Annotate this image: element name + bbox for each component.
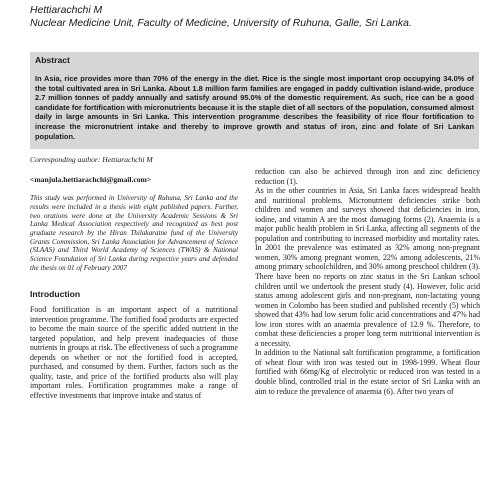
- paragraph-3: In addition to the National salt fortification programme, a fortification of wheat flour with iron was tested out in 1998-1999. Wheat flour fortified with 66mg/Kg of electrolytic or reduced iron was tested in a double blind, controlled trial in the estate sector of Sri Lanka with an aim to reduce the prevalence of anaemia (6). After two years of: [255, 348, 480, 396]
- abstract-box: [30, 52, 479, 149]
- introduction-heading: Introduction: [30, 288, 81, 299]
- introduction-text: Food fortification is an important aspect of a nutritional intervention programme. The fortified food products are expected to become the main source of the specific added nutrient in the targeted population, and help prevent inadequacies of those nutrients in groups at risk. The effectiveness of such a programme depends on whether or not the fortified food is accepted, purchased, and consumed by them. Further, factors such as the quality, taste, and price of the fortified products also will play important roles. Fortification programmes make a range of effective investments that improve intake and status of: [30, 305, 238, 401]
- right-column: [255, 167, 480, 396]
- left-column: [30, 155, 238, 401]
- abstract-text: In Asia, rice provides more than 70% of the energy in the diet. Rice is the single most important crop occupying 34.0% of the total cultivated area in Sri Lanka. About 1.8 million farm families are engaged in paddy cultivation island-wide, produce 2.7 million tonnes of paddy annually and satisfy around 95.0% of the domestic requirement. As such, rice can be a good candidate for fortification with micronutrients because it is the staple diet of all sectors of the population, consumed almost daily in large amounts in Sri Lanka. This intervention programme describes the feasibility of rice flour fortification to increase the micronutrient intake and thereby to improve growth and status of iron, zinc and folate of Sri Lankan population.: [35, 74, 474, 141]
- abstract-title: Abstract: [35, 55, 70, 65]
- paragraph-2: As in the other countries in Asia, Sri Lanka faces widespread health and nutritional problems. Micronutrient deficiencies strike both children and women and surveys showed that deficiencies in iron, iodine, and vitamin A are the most damaging forms (2). Anaemia is a major public health problem in Sri Lanka, affecting all segments of the population and contributing to increased morbidity and mortality rates. In 2001 the prevalence was estimated as 32% among non-pregnant women, 30% among pregnant women, 22% among adolescents, 21% among primary schoolchildren, and 30% among preschool children (3). There have been no reports on zinc status in the Sri Lankan school children until we undertook the present study (4). However, folic acid status among adolescent girls and non-pregnant, non-lactating young women in Colombo has been studied and published recently (5) which showed that 43% had low serum folic acid concentrations and 47% had low iron stores with an anaemia prevalence of 12.9 %. Therefore, to combat these deficiencies a proper long term nutritional intervention is a necessity.: [255, 186, 480, 348]
- corresponding-author: Corresponding author: Hettiarachchi M: [30, 155, 153, 164]
- article-header: [30, 4, 480, 30]
- author-affiliation: Nuclear Medicine Unit, Faculty of Medicine, University of Ruhuna, Galle, Sri Lanka.: [30, 18, 412, 29]
- study-note: This study was performed in University of Ruhuna, Sri Lanka and the results were included in a thesis with eight published papers. Further, two orations were done at the University Academic Sessions & Sri Lanka Medical Association respectively and recognized as best post graduate research by the Hiran Thilakaratne fund of the University Grants Commission, Sri Lanka Association for Advancement of Science (SLAAS) and Third World Academy of Sciences (TWAS) & National Science Foundation of Sri Lanka during respective years and defended the thesis on 01 of February 2007: [30, 194, 238, 272]
- author-email[interactable]: <manjula.hettiarachchi@gmail.com>: [30, 174, 152, 184]
- author-name: Hettiarachchi M: [30, 5, 103, 16]
- paragraph-1: reduction can also be achieved through iron and zinc deficiency reduction (1).: [255, 167, 480, 186]
